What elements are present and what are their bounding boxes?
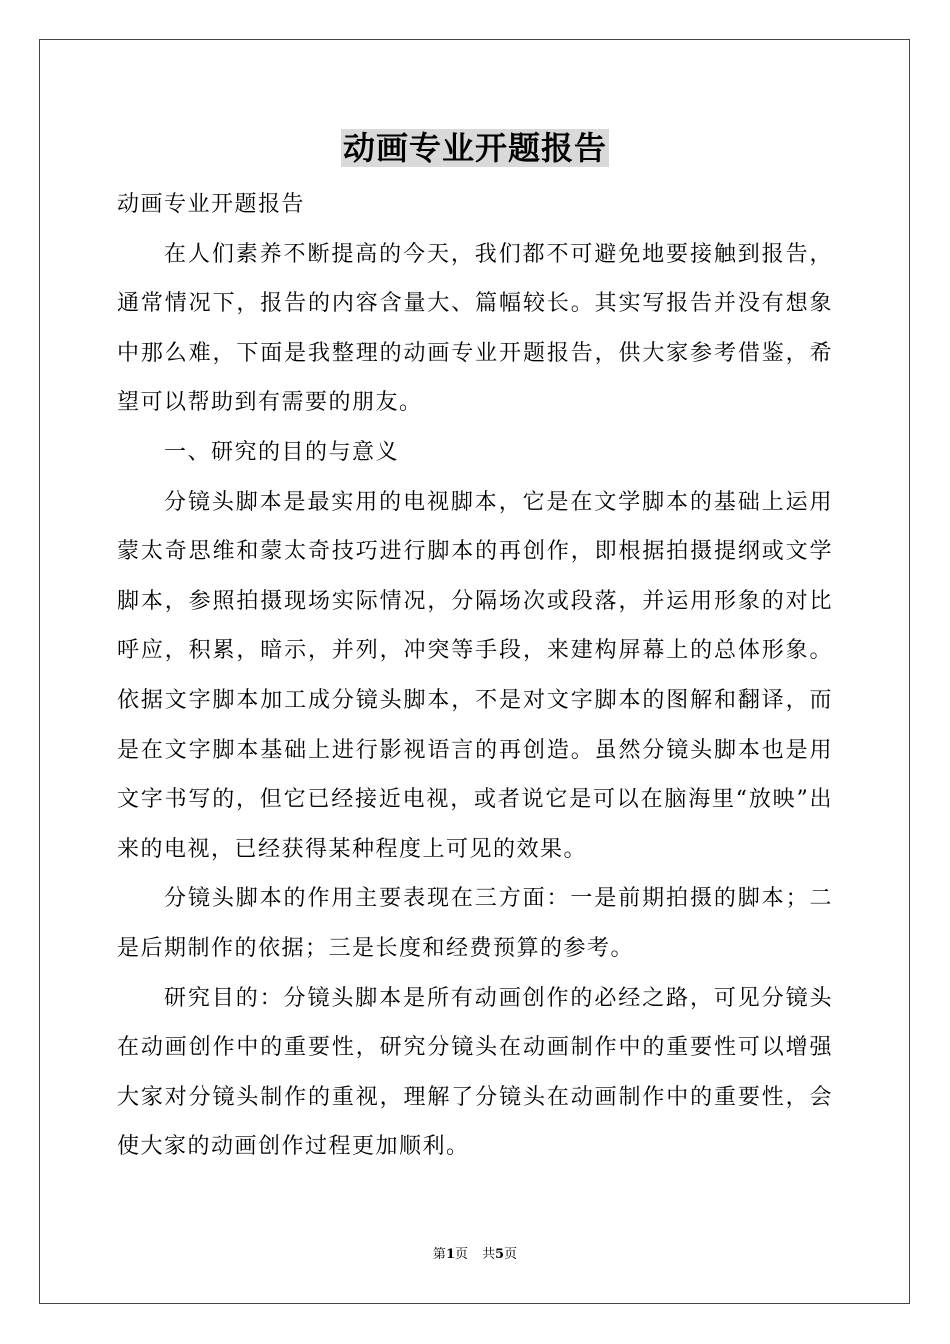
- body-paragraph: 分镜头脚本的作用主要表现在三方面：一是前期拍摄的脚本；二是后期制作的依据；三是长度和经费预算的参考。: [117, 886, 833, 961]
- page-number: [433, 1247, 468, 1262]
- page-prefix: 第: [432, 1247, 446, 1262]
- page-current: 1: [445, 1247, 455, 1262]
- page-total-number: 5: [495, 1247, 505, 1262]
- body-paragraph: 动画专业开题报告: [117, 192, 306, 217]
- document-title-text: 动画专业开题报告: [342, 129, 607, 167]
- body-paragraph: 研究目的：分镜头脚本是所有动画创作的必经之路，可见分镜头在动画创作中的重要性，研究分镜头在动画制作中的重要性可以增强大家对分镜头制作的重视，理解了分镜头在动画制作中的重要性，会使大家的动画创作过程更加顺利。: [117, 985, 833, 1160]
- body-paragraph: 分镜头脚本是最实用的电视脚本，它是在文学脚本的基础上运用蒙太奇思维和蒙太奇技巧进行脚本的再创作，即根据拍摄提纲或文学脚本，参照拍摄现场实际情况，分隔场次或段落，并运用形象的对比呼应，积累，暗示，并列，冲突等手段，来建构屏幕上的总体形象。依据文字脚本加工成分镜头脚本，不是对文字脚本的图解和翻译，而是在文字脚本基础上进行影视语言的再创造。虽然分镜头脚本也是用文字书写的，但它已经接近电视，或者说它是可以在脑海里“放映”出来的电视，已经获得某种程度上可见的效果。: [117, 489, 833, 862]
- total-suffix: 页: [504, 1247, 518, 1262]
- document-title: [0, 126, 950, 170]
- section-heading: 一、研究的目的与意义: [164, 439, 400, 465]
- page-footer: [0, 1246, 950, 1264]
- body-paragraph: 在人们素养不断提高的今天，我们都不可避免地要接触到报告，通常情况下，报告的内容含量大、篇幅较长。其实写报告并没有想象中那么难，下面是我整理的动画专业开题报告，供大家参考借鉴，希望可以帮助到有需要的朋友。: [117, 241, 833, 416]
- total-prefix: 共: [482, 1247, 496, 1262]
- document-body: [117, 180, 833, 1172]
- page-suffix: 页: [454, 1247, 468, 1262]
- page-total: [482, 1247, 517, 1262]
